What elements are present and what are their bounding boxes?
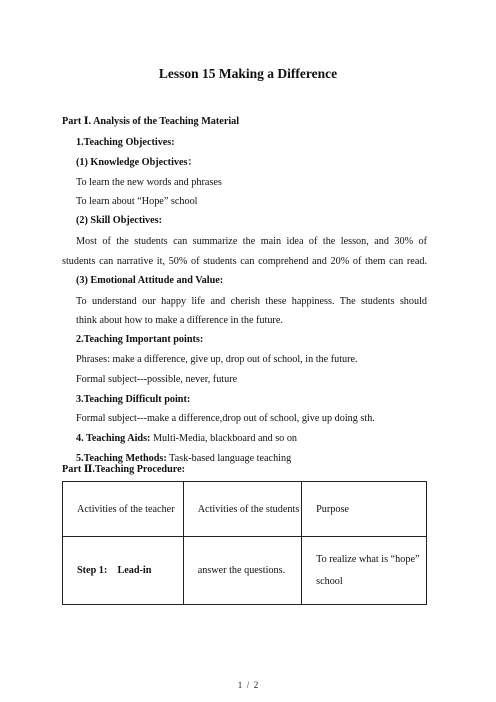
difficult-heading: 3.Teaching Difficult point: (76, 394, 191, 405)
teaching-aids-line (76, 433, 297, 445)
objectives-heading: 1.Teaching Objectives: (76, 137, 175, 148)
emotional-text-line: To understand our happy life and cherish these happiness. The students should (76, 296, 427, 307)
skill-text-line: Most of the students can summarize the main idea of the lesson, and 30% of (76, 236, 427, 247)
procedure-table (62, 481, 427, 605)
difficult-text-line: Formal subject---make a difference,drop out of school, give up doing sth. (76, 413, 375, 424)
table-header-cell: Activities of the teacher (63, 482, 184, 537)
part2-heading: Part Ⅱ.Teaching Procedure: (62, 464, 185, 475)
table-header-cell: Activities of the students (183, 482, 301, 537)
knowledge-item: To learn the new words and phrases (76, 177, 222, 188)
important-heading: 2.Teaching Important points: (76, 334, 204, 345)
skill-text-line: students can narrative it, 50% of students can comprehend and 20% of them can read. (62, 256, 427, 267)
page-number: 1 / 2 (237, 680, 259, 690)
table-header-cell: Purpose (302, 482, 427, 537)
table-header-row (63, 482, 427, 537)
important-text-line: Formal subject---possible, never, future (76, 374, 238, 385)
part1-heading: Part Ⅰ. Analysis of the Teaching Material (62, 116, 240, 127)
table-row (63, 537, 427, 605)
emotional-heading: (3) Emotional Attitude and Value: (76, 275, 224, 286)
important-text-line: Phrases: make a difference, give up, drop out of school, in the future. (76, 354, 358, 365)
emotional-text-line: think about how to make a difference in the future. (76, 315, 283, 326)
teaching-aids-label: 4. Teaching Aids: (76, 433, 151, 444)
skill-heading: (2) Skill Objectives: (76, 215, 163, 226)
table-cell-teacher: Step 1: Lead-in (63, 537, 184, 605)
knowledge-heading: (1) Knowledge Objectives： (76, 157, 198, 168)
purpose-line: school (316, 575, 343, 587)
purpose-line: To realize what is “hope” (316, 553, 420, 565)
table-cell-purpose (302, 537, 427, 605)
table-cell-students: answer the questions. (183, 537, 301, 605)
teaching-methods-value: Task-based language teaching (166, 453, 292, 464)
knowledge-item: To learn about “Hope” school (76, 196, 198, 207)
teaching-aids-value: Multi-Media, blackboard and so on (150, 433, 298, 444)
page-title: Lesson 15 Making a Difference (158, 66, 338, 81)
teaching-methods-label: 5.Teaching Methods: (76, 453, 167, 464)
